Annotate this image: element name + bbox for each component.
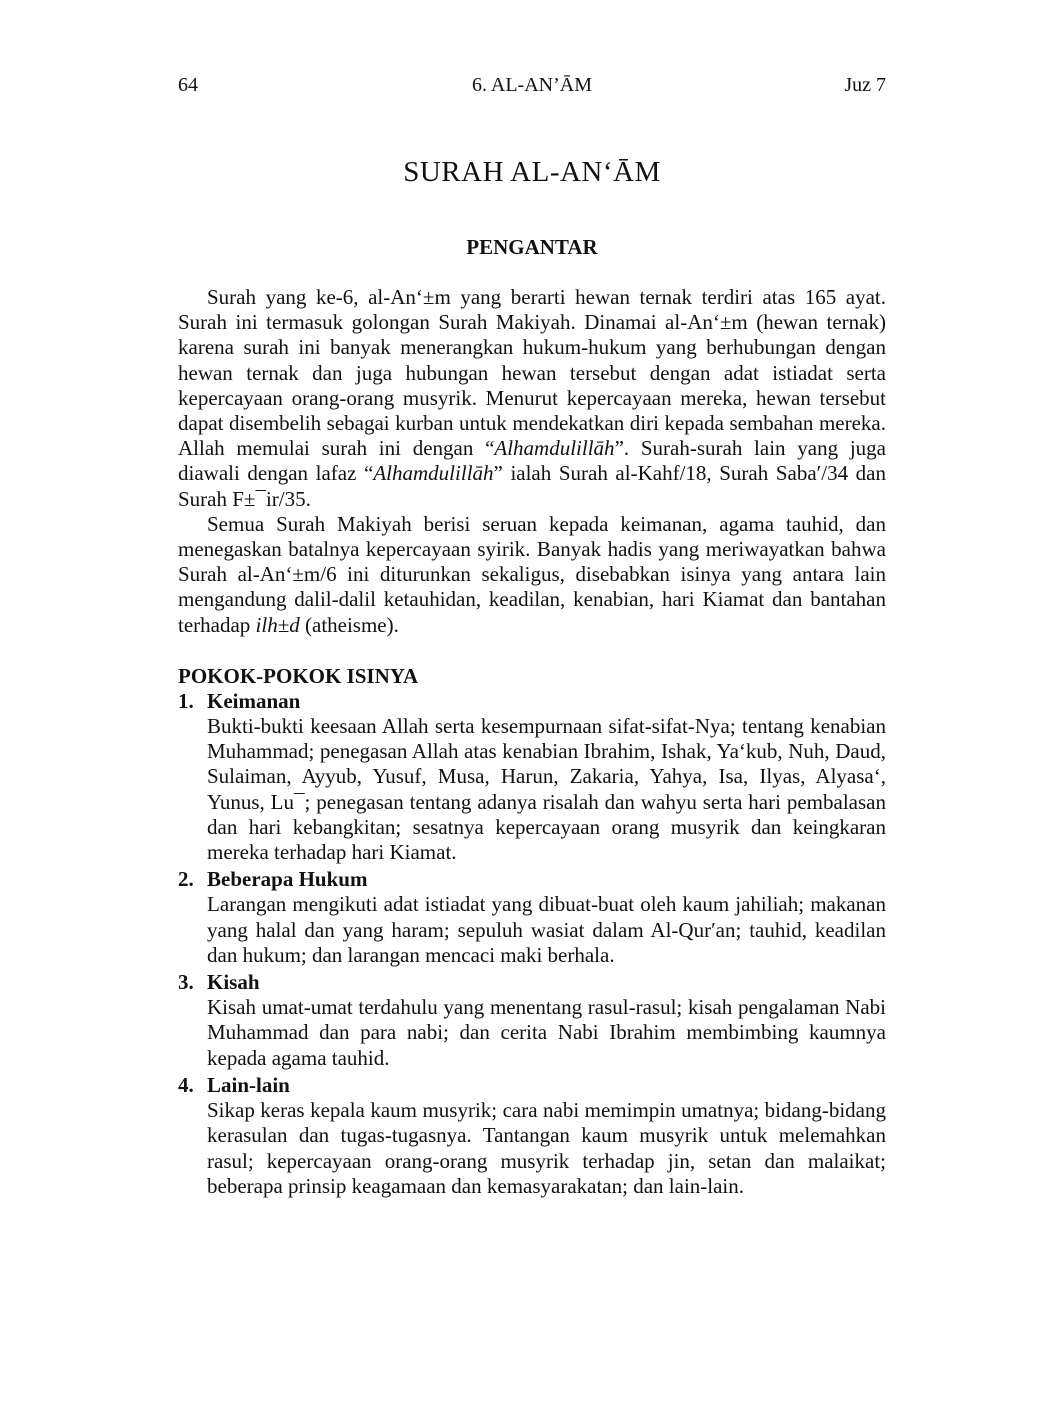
running-header bbox=[178, 74, 886, 104]
item-number: 3. bbox=[178, 970, 194, 995]
pengantar-heading: PENGANTAR bbox=[466, 235, 598, 259]
text-run: Surah yang ke-6, al-An‘±m yang berarti hewan ternak terdiri atas 165 ayat. Surah ini termasuk golongan Surah Makiyah. Dinamai al-An‘±m (hewan ternak) karena surah ini banyak menerangkan hukum-hukum yang berhubungan dengan hewan ternak dan juga hubungan hewan tersebut dengan adat istiadat serta kepercayaan orang-orang musyrik. Menurut kepercayaan mereka, hewan tersebut dapat disembelih sebagai kurban untuk mendekatkan diri kepada sembahan mereka. Allah memulai surah ini dengan “ bbox=[178, 285, 886, 461]
pengantar-paragraph-1 bbox=[178, 285, 886, 512]
italic-term: ilh±d bbox=[255, 612, 300, 637]
item-number: 4. bbox=[178, 1072, 194, 1097]
item-title: Keimanan bbox=[207, 688, 301, 713]
list-item bbox=[178, 970, 886, 1071]
italic-term: Alhamdulillāh bbox=[494, 436, 615, 461]
chapter-label: 6. AL-AN’ĀM bbox=[472, 74, 592, 96]
item-title: Beberapa Hukum bbox=[207, 867, 368, 892]
text-run: (atheisme). bbox=[299, 612, 399, 637]
text-run: ” ialah Surah al-Kahf/18, Surah Saba′/34 dan Surah F±¯ir/35. bbox=[178, 461, 886, 511]
page-number: 64 bbox=[178, 74, 198, 96]
item-text: Bukti-bukti keesaan Allah serta kesempurnaan sifat-sifat-Nya; tentang kenabian Muhammad; penegasan Allah atas kenabian Ibrahim, Ishak, Ya‘kub, Nuh, Daud, Sulaiman, Ayyub, Yusuf, Musa, Harun, Zakaria, Yahya, Isa, Ilyas, Alyasa‘, Yunus, Lu¯; penegasan tentang adanya risalah dan wahyu serta hari pembalasan dan hari kebangkitan; sesatnya kepercayaan orang musyrik dan keingkaran mereka terhadap hari Kiamat. bbox=[207, 714, 886, 865]
list-item bbox=[178, 1073, 886, 1199]
pokok-list bbox=[178, 689, 886, 1199]
document-page bbox=[178, 74, 886, 1201]
list-item bbox=[178, 867, 886, 968]
list-item bbox=[178, 689, 886, 865]
item-text: Kisah umat-umat terdahulu yang menentang rasul-rasul; kisah pengalaman Nabi Muhammad dan para nabi; dan cerita Nabi Ibrahim membimbing kaumnya kepada agama tauhid. bbox=[207, 995, 886, 1070]
item-heading bbox=[178, 689, 886, 714]
juz-label: Juz 7 bbox=[844, 74, 886, 96]
item-title: Lain-lain bbox=[207, 1072, 290, 1097]
item-text: Sikap keras kepala kaum musyrik; cara nabi memimpin umatnya; bidang-bidang kerasulan dan tugas-tugasnya. Tantangan kaum musyrik untuk melemahkan rasul; kepercayaan orang-orang musyrik terhadap jin, setan dan malaikat; beberapa prinsip keagamaan dan kemasyarakatan; dan lain-lain. bbox=[207, 1098, 886, 1198]
item-heading bbox=[178, 867, 886, 892]
pengantar-paragraph-2 bbox=[178, 512, 886, 638]
item-text: Larangan mengikuti adat istiadat yang dibuat-buat oleh kaum jahiliah; makanan yang halal dan yang haram; sepuluh wasiat dalam Al-Qur′an; tauhid, keadilan dan hukum; dan larangan mencaci maki berhala. bbox=[207, 892, 886, 967]
item-title: Kisah bbox=[207, 970, 260, 995]
pokok-heading: POKOK-POKOK ISINYA bbox=[178, 663, 419, 688]
italic-term: Alhamdulillāh bbox=[373, 461, 494, 486]
item-number: 2. bbox=[178, 867, 194, 892]
item-heading bbox=[178, 970, 886, 995]
text-run: ”. Surah-surah lain yang juga diawali dengan lafaz “ bbox=[178, 436, 886, 486]
text-run: Semua Surah Makiyah berisi seruan kepada keimanan, agama tauhid, dan menegaskan batalnya kepercayaan syirik. Banyak hadis yang meriwayatkan bahwa Surah al-An‘±m/6 ini diturunkan sekaligus, disebabkan isinya yang antara lain mengandung dalil-dalil ketauhidan, keadilan, kenabian, hari Kiamat dan bantahan terhadap bbox=[178, 511, 886, 637]
item-number: 1. bbox=[178, 688, 194, 713]
item-heading bbox=[178, 1073, 886, 1098]
surah-title: SURAH AL-AN‘ĀM bbox=[403, 156, 661, 188]
